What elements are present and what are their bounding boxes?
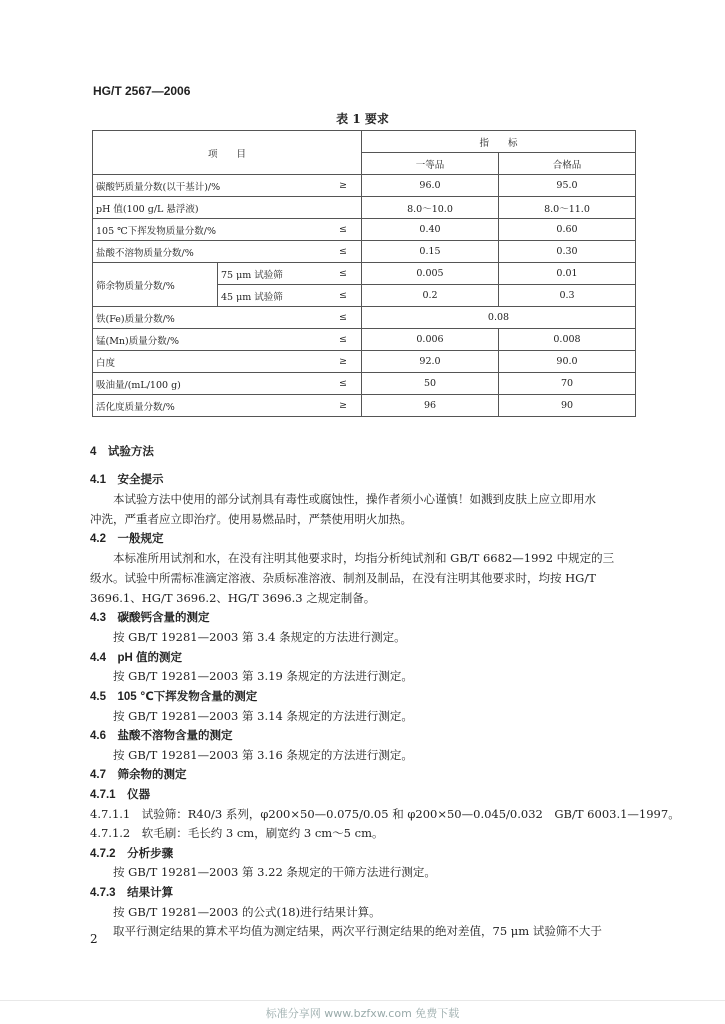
row-value-first: 0.2 — [362, 285, 499, 307]
row-value-first: 0.40 — [362, 219, 499, 241]
section-heading: 4.7.1 仪器 — [90, 789, 151, 801]
row-value-qualified: 0.01 — [499, 263, 636, 285]
table-row — [93, 219, 636, 241]
section-heading: 4.4 pH 值的测定 — [90, 652, 183, 664]
table-row — [93, 351, 636, 373]
section-heading: 4.2 一般规定 — [90, 533, 164, 545]
row-name: 105 ℃下挥发物质量分数/% — [93, 219, 326, 241]
row-value-first: 50 — [362, 373, 499, 395]
row-value-qualified: 8.0～11.0 — [499, 197, 636, 219]
row-name: 碳酸钙质量分数(以干基计)/% — [93, 175, 326, 197]
sieve-sub-name: 45 μm 试验筛 — [218, 285, 326, 307]
row-value-first: 0.005 — [362, 263, 499, 285]
paragraph-line: 按 GB/T 19281—2003 第 3.4 条规定的方法进行测定。 — [113, 630, 406, 644]
col-header-index: 指 标 — [362, 131, 636, 153]
row-value-first: 8.0～10.0 — [362, 197, 499, 219]
table-row — [93, 307, 636, 329]
table-row — [93, 197, 636, 219]
paragraph-line: 3696.1、HG/T 3696.2、HG/T 3696.3 之规定制备。 — [90, 591, 376, 605]
table-row — [93, 241, 636, 263]
row-name: 白度 — [93, 351, 326, 373]
paragraph-line: 级水。试验中所需标准滴定溶液、杂质标准溶液、制剂及制品，在没有注明其他要求时，均按 HG/T — [90, 571, 596, 585]
section-heading: 4.7.2 分析步骤 — [90, 848, 174, 860]
sieve-sub-name: 75 μm 试验筛 — [218, 263, 326, 285]
row-value-first: 0.006 — [362, 329, 499, 351]
table-row — [93, 329, 636, 351]
paragraph-line: 按 GB/T 19281—2003 的公式(18)进行结果计算。 — [113, 905, 381, 919]
row-symbol: ≤ — [325, 373, 362, 395]
row-name: 吸油量/(mL/100 g) — [93, 373, 326, 395]
row-name: pH 值(100 g/L 悬浮液) — [93, 197, 326, 219]
row-value-merged: 0.08 — [362, 307, 636, 329]
row-symbol: ≥ — [325, 395, 362, 417]
footer-divider — [0, 1000, 725, 1001]
row-value-first: 96 — [362, 395, 499, 417]
row-value-first: 92.0 — [362, 351, 499, 373]
paragraph-line: 按 GB/T 19281—2003 第 3.22 条规定的干筛方法进行测定。 — [113, 865, 436, 879]
requirements-table — [92, 130, 636, 417]
row-symbol — [325, 197, 362, 219]
row-value-first: 0.15 — [362, 241, 499, 263]
table-row — [93, 395, 636, 417]
table-row — [93, 373, 636, 395]
row-name: 铁(Fe)质量分数/% — [93, 307, 326, 329]
table-row — [93, 175, 636, 197]
document-header: HG/T 2567—2006 — [93, 84, 191, 98]
row-symbol: ≤ — [325, 329, 362, 351]
row-symbol: ≤ — [325, 285, 362, 307]
paragraph-line: 冲洗，严重者应立即治疗。使用易燃品时，严禁使用明火加热。 — [90, 512, 412, 526]
row-symbol: ≤ — [325, 241, 362, 263]
row-symbol: ≤ — [325, 263, 362, 285]
section-heading: 4.6 盐酸不溶物含量的测定 — [90, 730, 233, 742]
col-header-first-grade: 一等品 — [362, 153, 499, 175]
row-value-qualified: 90.0 — [499, 351, 636, 373]
paragraph-line: 取平行测定结果的算术平均值为测定结果，两次平行测定结果的绝对差值，75 μm 试验筛不大于 — [113, 924, 602, 938]
section-heading: 4 试验方法 — [90, 446, 154, 458]
paragraph-line: 本试验方法中使用的部分试剂具有毒性或腐蚀性，操作者须小心谨慎！如溅到皮肤上应立即用水 — [113, 492, 596, 506]
row-symbol: ≥ — [325, 175, 362, 197]
table-title: 表 1 要求 — [336, 112, 389, 126]
section-heading: 4.5 105 ℃下挥发物含量的测定 — [90, 691, 258, 703]
row-value-qualified: 0.3 — [499, 285, 636, 307]
paragraph-line: 4.7.1.2 软毛刷：毛长约 3 cm，刷宽约 3 cm～5 cm。 — [90, 826, 384, 840]
paragraph-line: 按 GB/T 19281—2003 第 3.19 条规定的方法进行测定。 — [113, 669, 413, 683]
table-row — [93, 263, 636, 285]
col-header-qualified: 合格品 — [499, 153, 636, 175]
row-value-first: 96.0 — [362, 175, 499, 197]
section-heading: 4.3 碳酸钙含量的测定 — [90, 612, 210, 624]
paragraph-line: 按 GB/T 19281—2003 第 3.14 条规定的方法进行测定。 — [113, 709, 413, 723]
footer-watermark: 标准分享网 www.bzfxw.com 免费下载 — [265, 1007, 460, 1020]
row-symbol: ≤ — [325, 307, 362, 329]
paragraph-line: 本标准所用试剂和水，在没有注明其他要求时，均指分析纯试剂和 GB/T 6682—1992 中规定的三 — [113, 551, 615, 565]
paragraph-line: 4.7.1.1 试验筛：R40/3 系列，φ200×50—0.075/0.05 和 φ200×50—0.045/0.032 GB/T 6003.1—1997。 — [90, 807, 680, 821]
sieve-name: 筛余物质量分数/% — [93, 263, 218, 307]
row-value-qualified: 90 — [499, 395, 636, 417]
row-name: 锰(Mn)质量分数/% — [93, 329, 326, 351]
row-symbol: ≤ — [325, 219, 362, 241]
row-name: 盐酸不溶物质量分数/% — [93, 241, 326, 263]
paragraph-line: 按 GB/T 19281—2003 第 3.16 条规定的方法进行测定。 — [113, 748, 413, 762]
section-heading: 4.7 筛余物的测定 — [90, 769, 187, 781]
section-heading: 4.1 安全提示 — [90, 474, 164, 486]
row-value-qualified: 70 — [499, 373, 636, 395]
row-value-qualified: 0.008 — [499, 329, 636, 351]
page-number: 2 — [90, 932, 98, 946]
col-header-item: 项 目 — [93, 131, 362, 175]
section-heading: 4.7.3 结果计算 — [90, 887, 174, 899]
row-name: 活化度质量分数/% — [93, 395, 326, 417]
row-value-qualified: 0.30 — [499, 241, 636, 263]
row-value-qualified: 0.60 — [499, 219, 636, 241]
row-value-qualified: 95.0 — [499, 175, 636, 197]
row-symbol: ≥ — [325, 351, 362, 373]
